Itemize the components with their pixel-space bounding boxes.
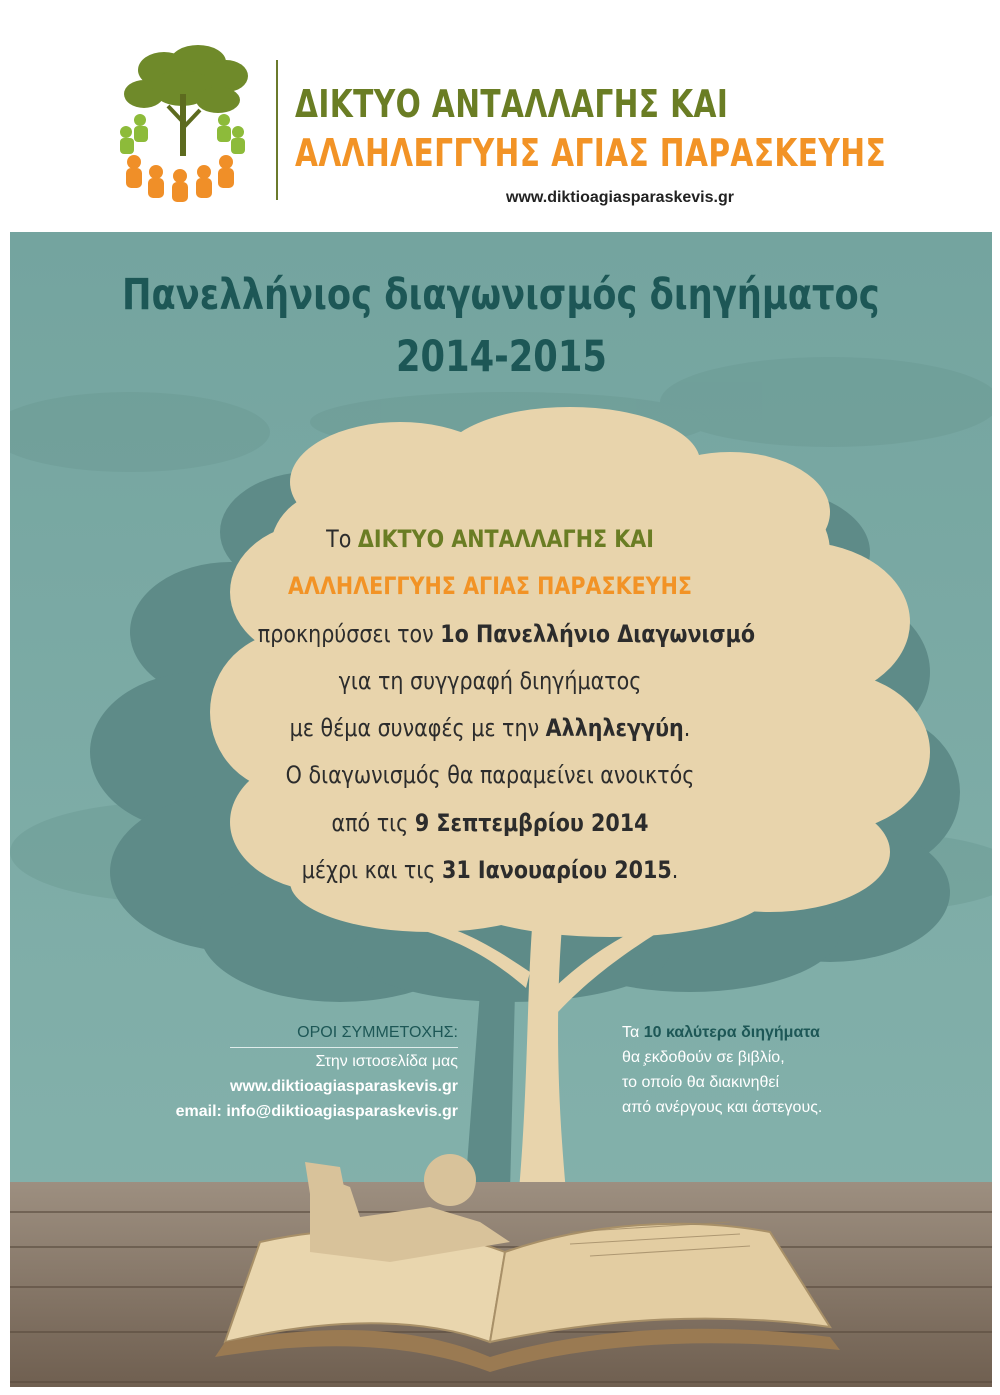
announcement-line8-end: . [671, 856, 679, 885]
org-name-line1: ΔΙΚΤΥΟ ΑΝΤΑΛΛΑΓΗΣ ΚΑΙ [295, 82, 729, 126]
announcement-line-5 [258, 705, 722, 752]
terms-email-link[interactable]: email: info@diktioagiasparaskevis.gr [175, 1103, 458, 1120]
competition-name: 1ο Πανελλήνιο Διαγωνισμό [440, 619, 756, 648]
terms-divider [230, 1047, 458, 1048]
announcement-org-line2: ΑΛΛΗΛΕΓΓΥΗΣ ΑΓΙΑΣ ΠΑΡΑΣΚΕΥΗΣ [287, 572, 693, 601]
end-date: 31 Ιανουαρίου 2015 [441, 856, 672, 885]
poster-area [10, 232, 992, 1387]
announcement-line5-end: . [683, 714, 691, 743]
publication-line3: το οποίο θα διακινηθεί [622, 1074, 780, 1091]
publication-info [622, 1020, 822, 1120]
announcement-line-4: για τη συγγραφή διηγήματος [338, 666, 642, 695]
announcement-line-7 [258, 800, 722, 847]
terms-website-link[interactable]: www.diktioagiasparaskevis.gr [230, 1078, 458, 1095]
header [0, 0, 1000, 232]
announcement-line8-text: μέχρι και τις [301, 856, 442, 885]
publication-line4: από ανέργους και άστεγους. [622, 1099, 823, 1116]
announcement-line-8 [258, 847, 722, 894]
org-name-line2: ΑΛΛΗΛΕΓΓΥΗΣ ΑΓΙΑΣ ΠΑΡΑΣΚΕΥΗΣ [295, 131, 887, 175]
announcement-line7-text: από τις [331, 808, 415, 837]
header-website: www.diktioagiasparaskevis.gr [506, 189, 734, 206]
terms-line1: Στην ιστοσελίδα μας [315, 1053, 458, 1070]
announcement-line5-text: με θέμα συναφές με την [289, 714, 546, 743]
header-divider [276, 60, 278, 200]
publication-line1 [622, 1020, 822, 1045]
poster-title-line1: Πανελλήνιος διαγωνισμός διηγήματος [122, 270, 880, 320]
organization-logo [116, 44, 256, 204]
publication-prefix: Τα [622, 1024, 644, 1041]
poster-title-line2: 2014-2015 [396, 332, 607, 382]
announcement-line-3 [257, 611, 756, 658]
announcement-line-6: Ο διαγωνισμός θα παραμείνει ανοικτός [285, 761, 695, 790]
announcement-line-1 [258, 516, 722, 563]
announcement-text [220, 516, 760, 894]
announcement-org-line1: ΔΙΚΤΥΟ ΑΝΤΑΛΛΑΓΗΣ ΚΑΙ [357, 525, 654, 553]
competition-theme: Αλληλεγγύη [545, 714, 684, 743]
start-date: 9 Σεπτεμβρίου 2014 [414, 808, 649, 837]
publication-line2: θα ̧εκδοθούν σε βιβλίο, [622, 1049, 785, 1066]
terms-heading: ΟΡΟΙ ΣΥΜΜΕΤΟΧΗΣ: [297, 1024, 458, 1041]
announcement-line-2 [258, 563, 722, 610]
announcement-line3-text: προκηρύσσει τον [257, 619, 441, 648]
participation-terms [176, 1020, 458, 1124]
publication-highlight: 10 καλύτερα διηγήματα [643, 1024, 820, 1041]
announcement-prefix: Το [326, 525, 358, 553]
